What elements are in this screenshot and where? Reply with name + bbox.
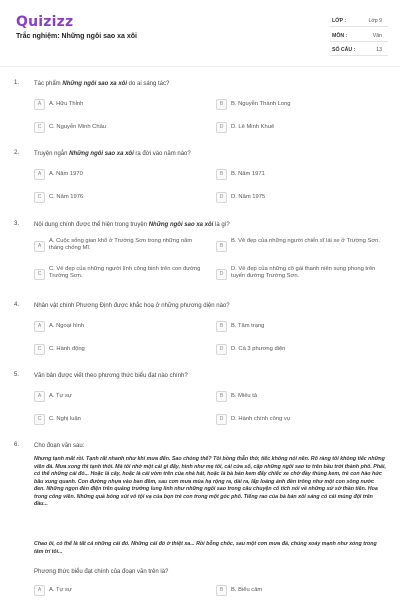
meta-subject bbox=[330, 29, 388, 42]
option-letter-badge: D bbox=[216, 344, 227, 355]
option-c[interactable] bbox=[34, 263, 204, 287]
option-letter-badge: B bbox=[216, 99, 227, 110]
option-label: A. Tự sự bbox=[49, 393, 72, 399]
option-letter-badge: B bbox=[216, 391, 227, 402]
option-d[interactable] bbox=[216, 120, 386, 135]
option-letter-badge: C bbox=[34, 344, 45, 355]
option-label: B. Năm 1971 bbox=[231, 171, 265, 177]
option-b[interactable] bbox=[216, 167, 386, 182]
question-text: Nội dung chính được thể hiện trong truyện Những ngôi sao xa xôi là gì? bbox=[34, 222, 230, 228]
option-b[interactable] bbox=[216, 235, 386, 259]
option-letter-badge: A bbox=[34, 585, 45, 596]
question-text: Tác phẩm Những ngôi sao xa xôi do ai sáng tác? bbox=[34, 81, 170, 87]
option-b[interactable] bbox=[216, 97, 386, 112]
option-letter-badge: C bbox=[34, 414, 45, 425]
option-letter-badge: D bbox=[216, 122, 227, 133]
option-label: C. Hành động bbox=[49, 346, 85, 352]
option-c[interactable] bbox=[34, 412, 204, 427]
meta-count bbox=[330, 43, 388, 56]
option-letter-badge: C bbox=[34, 269, 45, 280]
question-number: 5. bbox=[14, 372, 20, 378]
option-label: B. Biểu cảm bbox=[231, 587, 263, 593]
option-label: B. Tâm trạng bbox=[231, 323, 265, 329]
option-label: D. Lê Minh Khuê bbox=[231, 124, 275, 130]
option-label: C. Nguyễn Minh Châu bbox=[49, 124, 107, 130]
meta-grade-label: LỚP : bbox=[332, 18, 347, 24]
option-letter-badge: D bbox=[216, 192, 227, 203]
option-c[interactable] bbox=[34, 120, 204, 135]
meta-grade-value: Lớp 9 bbox=[368, 18, 382, 24]
question-number: 3. bbox=[14, 221, 20, 227]
option-letter-badge: B bbox=[216, 241, 227, 252]
option-a[interactable] bbox=[34, 583, 204, 598]
option-a[interactable] bbox=[34, 389, 204, 404]
option-label: A. Hữu Thỉnh bbox=[49, 101, 84, 107]
option-label: C. Vẻ đẹp của những người lính công binh trên con đường Trường Sơn. bbox=[49, 266, 201, 279]
option-label: C. Năm 1976 bbox=[49, 194, 84, 200]
option-a[interactable] bbox=[34, 167, 204, 182]
option-label: B. Miêu tả bbox=[231, 393, 258, 399]
option-label: D. Hành chính công vụ bbox=[231, 416, 290, 422]
option-b[interactable] bbox=[216, 319, 386, 334]
option-letter-badge: A bbox=[34, 169, 45, 180]
option-letter-badge: A bbox=[34, 241, 45, 252]
worksheet-header bbox=[0, 0, 400, 66]
option-a[interactable] bbox=[34, 319, 204, 334]
option-label: B. Vẻ đẹp của những người chiến sĩ lái xe ở Trường Sơn. bbox=[231, 238, 380, 244]
meta-subject-label: MÔN : bbox=[332, 33, 348, 39]
option-label: A. Tự sự bbox=[49, 587, 72, 593]
option-d[interactable] bbox=[216, 342, 386, 357]
meta-grade bbox=[330, 14, 388, 27]
question-number: 6. bbox=[14, 442, 20, 448]
option-letter-badge: D bbox=[216, 414, 227, 425]
passage-paragraph: Chao ôi, có thể là tất cả những cái đó. Những cái đó ở thiệt xa... Rồi bỗng chốc, sau một cơn mưa đá, chúng xoáy mạnh như xóng trong tâm trí tôi... bbox=[34, 541, 377, 555]
option-letter-badge: B bbox=[216, 169, 227, 180]
option-c[interactable] bbox=[34, 342, 204, 357]
question-number: 4. bbox=[14, 302, 20, 308]
option-label: D. Vẻ đẹp của những cô gái thanh niên xung phong trên tuyến đường Trường Sơn. bbox=[231, 266, 376, 279]
question-text: Văn bản được viết theo phương thức biểu đạt nào chính? bbox=[34, 373, 188, 379]
option-letter-badge: A bbox=[34, 321, 45, 332]
option-d[interactable] bbox=[216, 412, 386, 427]
meta-subject-value: Văn bbox=[372, 33, 382, 39]
option-letter-badge: C bbox=[34, 192, 45, 203]
page-title: Trắc nghiệm: Những ngôi sao xa xôi bbox=[16, 33, 137, 40]
option-label: A. Ngoại hình bbox=[49, 323, 85, 329]
option-label: A. Năm 1970 bbox=[49, 171, 83, 177]
question-text: Cho đoạn văn sau: bbox=[34, 443, 85, 449]
option-letter-badge: B bbox=[216, 585, 227, 596]
option-a[interactable] bbox=[34, 97, 204, 112]
option-letter-badge: A bbox=[34, 99, 45, 110]
meta-count-label: SỐ CÂU : bbox=[332, 47, 356, 53]
meta-count-value: 13 bbox=[376, 47, 382, 53]
option-b[interactable] bbox=[216, 389, 386, 404]
passage-paragraph: Nhưng tạnh mất rồi. Tạnh rất nhanh như khi mưa đến. Sao chóng thế? Tôi bồng thẫn thờ, tiếc không nói nên. Rõ ràng tôi không tiếc những viên đá. Mưa xong thì tạnh thôi. Mà tôi nhớ một cái gì đấy, hình như mẹ tôi, cái cửa sổ, cặp những ngôi sao to trên bầu trời thành phố. Phải, có thể những cái đó... Hoặc là cây, hoặc là cái vòm trên của nhà hát, hoặc là bà bán kem đẩy chiếc xe chở đầy thùng kem, trẻ con hào hức bâu xung quanh. Con đường nhựa vào ban đêm, sau cơn mưa mùa hạ rộng ra, dài ra, lấp loáng ánh đèn trông như một con sông nước đen. Những ngọn đèn điện trên quảng trường lung linh như những ngôi sao trong câu chuyện cổ tích nói về những xứ sở thần tiên. Hoa trong công viên. Những quả bóng sút vô tội vạ của bọn trẻ con trong một góc phố. Tiếng rao của bà bán xôi sáng có cái mủng đội trên đầu... bbox=[34, 456, 386, 507]
option-letter-badge: D bbox=[216, 269, 227, 280]
option-label: B. Nguyễn Thành Long bbox=[231, 101, 291, 107]
option-b[interactable] bbox=[216, 583, 386, 598]
option-d[interactable] bbox=[216, 190, 386, 205]
question-number: 1. bbox=[14, 80, 20, 86]
question-text: Phương thức biểu đạt chính của đoạn văn trên là? bbox=[34, 569, 169, 575]
option-c[interactable] bbox=[34, 190, 204, 205]
option-d[interactable] bbox=[216, 263, 386, 287]
question-text: Nhân vật chính Phương Định được khắc hoạ ở những phương diện nào? bbox=[34, 303, 230, 309]
option-letter-badge: C bbox=[34, 122, 45, 133]
option-label: D. Năm 1975 bbox=[231, 194, 266, 200]
option-a[interactable] bbox=[34, 235, 204, 259]
option-letter-badge: B bbox=[216, 321, 227, 332]
option-letter-badge: A bbox=[34, 391, 45, 402]
header-divider bbox=[0, 66, 400, 67]
question-number: 2. bbox=[14, 150, 20, 156]
option-label: A. Cuộc sống gian khổ ở Trường Sơn trong những năm tháng chống Mĩ. bbox=[49, 238, 193, 251]
question-text: Truyện ngắn Những ngôi sao xa xôi ra đời vào năm nào? bbox=[34, 151, 191, 157]
quizizz-logo: Quizizz bbox=[16, 14, 74, 30]
option-label: C. Nghị luận bbox=[49, 416, 81, 422]
option-label: D. Cả 3 phương diện bbox=[231, 346, 286, 352]
